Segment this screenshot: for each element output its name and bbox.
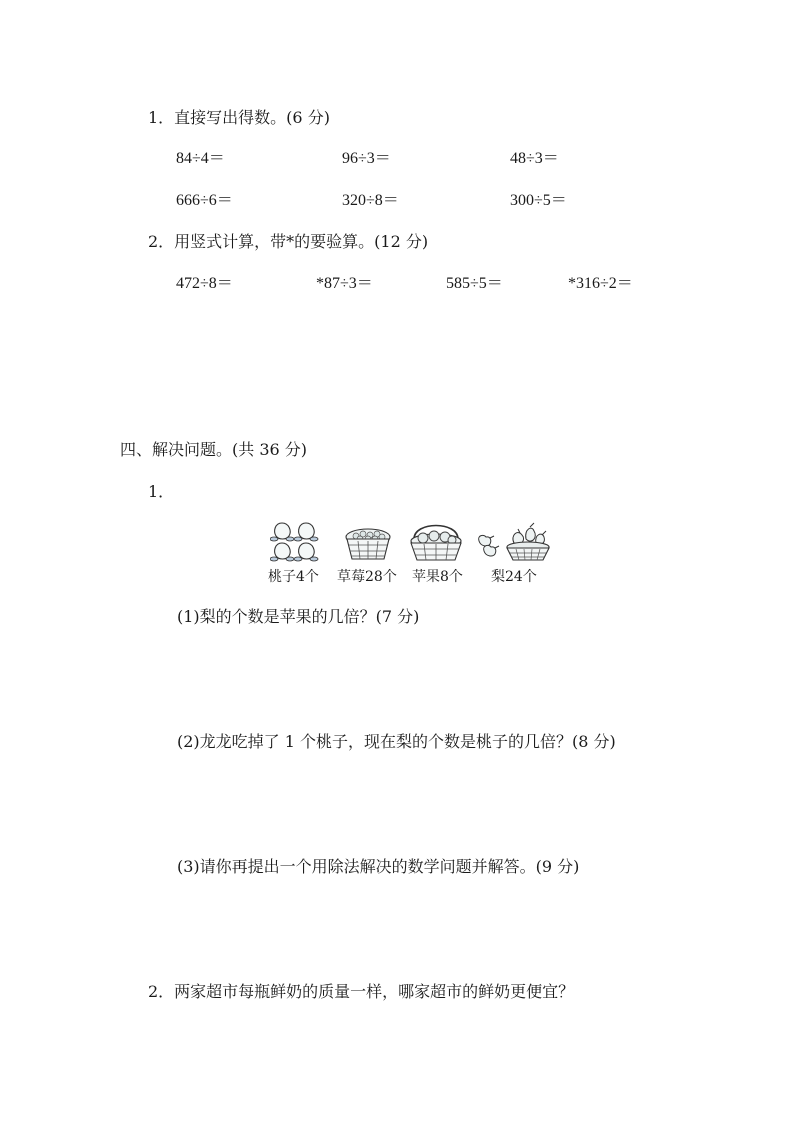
- calc-item: 666÷6＝: [176, 192, 233, 209]
- section4-title: 四、解决问题。(共 36 分): [120, 440, 308, 459]
- q2-title: 2．用竖式计算，带*的要验算。(12 分): [148, 232, 429, 251]
- vertical-calc-item: 585÷5＝: [446, 275, 503, 292]
- calc-item: 96÷3＝: [342, 150, 391, 167]
- pear-basket-icon: [504, 521, 552, 563]
- subquestion-2: (2)龙龙吃掉了 1 个桃子，现在梨的个数是桃子的几倍？(8 分): [177, 732, 616, 751]
- fruit-illustration: [268, 517, 558, 567]
- subquestion-3: (3)请你再提出一个用除法解决的数学问题并解答。(9 分): [177, 857, 580, 876]
- fruit-label-peach: 桃子4个: [268, 569, 319, 585]
- problem-1-number: 1．: [148, 482, 175, 501]
- calc-item: 48÷3＝: [510, 150, 559, 167]
- problem-2-title: 2．两家超市每瓶鲜奶的质量一样，哪家超市的鲜奶更便宜？: [148, 982, 575, 1001]
- peach-icon: [270, 519, 320, 563]
- apple-basket-icon: [408, 519, 464, 563]
- subquestion-1: (1)梨的个数是苹果的几倍？(7 分): [177, 607, 420, 626]
- calc-item: 300÷5＝: [510, 192, 567, 209]
- vertical-calc-item: 472÷8＝: [176, 275, 233, 292]
- calc-item: 84÷4＝: [176, 150, 225, 167]
- fruit-label-apple: 苹果8个: [412, 569, 463, 585]
- q1-title: 1．直接写出得数。(6 分): [148, 108, 330, 127]
- pear-icon: [476, 531, 506, 561]
- strawberry-basket-icon: [344, 527, 392, 563]
- fruit-label-pear: 梨24个: [491, 569, 537, 585]
- fruit-label-strawberry: 草莓28个: [337, 569, 397, 585]
- vertical-calc-item: *316÷2＝: [568, 275, 633, 292]
- calc-item: 320÷8＝: [342, 192, 399, 209]
- vertical-calc-item: *87÷3＝: [316, 275, 373, 292]
